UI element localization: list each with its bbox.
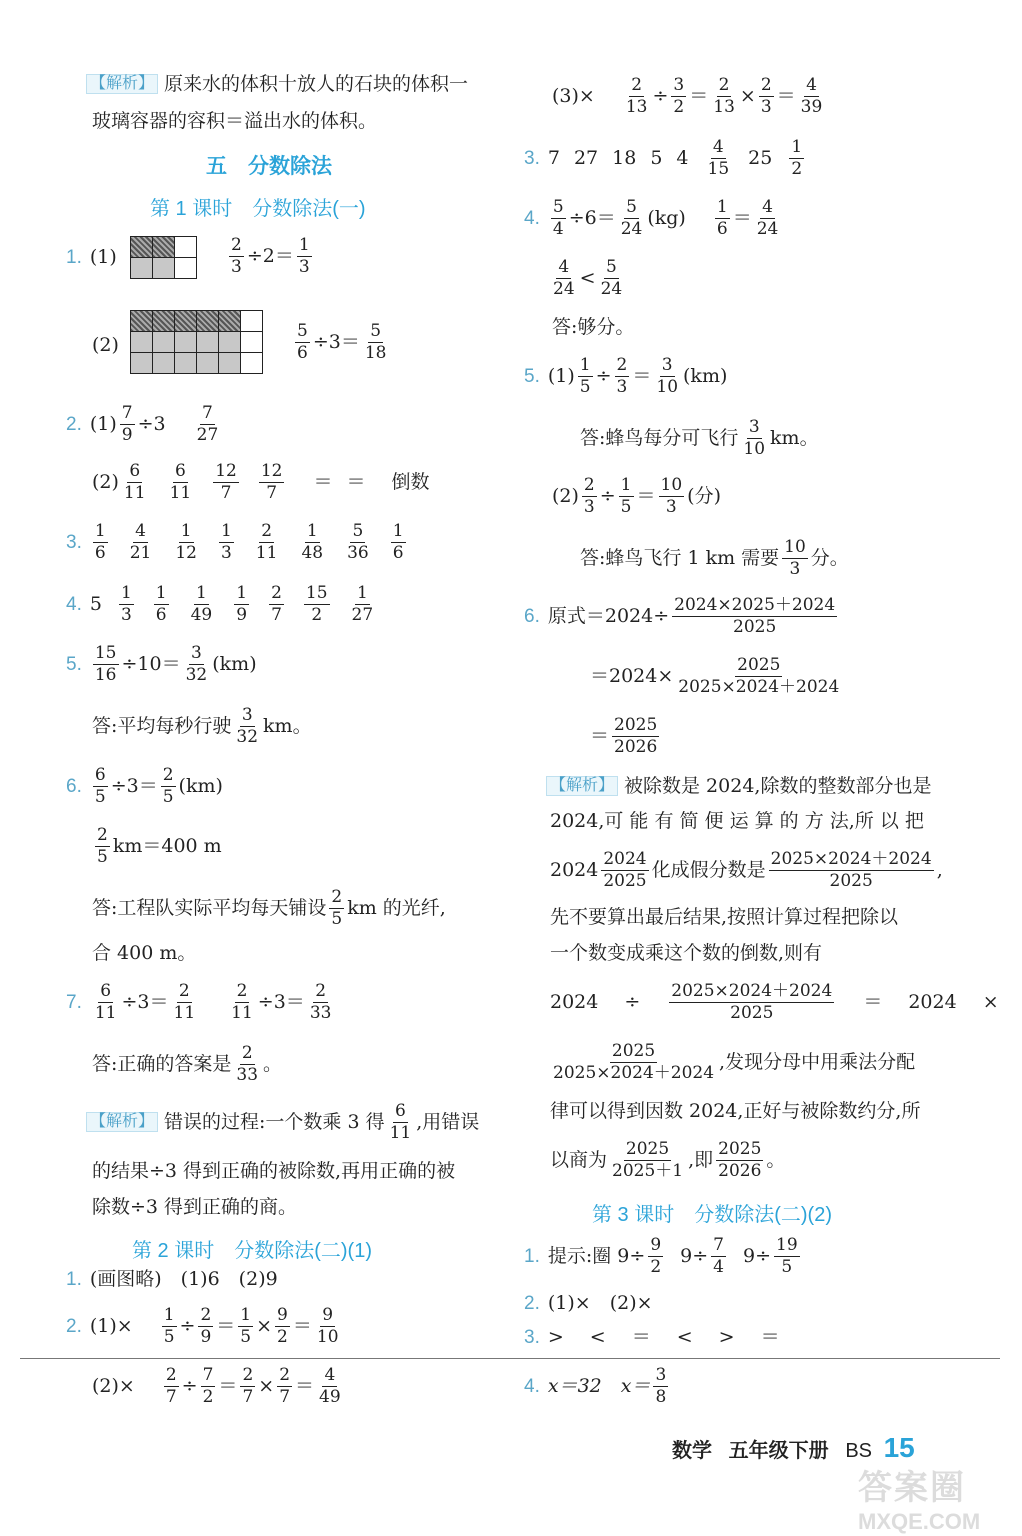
footer-divider	[20, 1358, 1000, 1359]
q1-diagram-1	[130, 236, 197, 279]
r-l3-q1: 1. 提示:圈 9÷ $\frac{9}{2}$ 9÷ $\frac{7}{4}$ 9÷ $\frac{19}{5}$	[524, 1235, 798, 1277]
r-q4-compare: 4 24 < 5 24	[553, 257, 623, 299]
page-number: 15	[883, 1432, 915, 1463]
analysis-tag: 【解析】	[546, 776, 618, 796]
r-q6-line-1: 6. 原式＝2024÷ $\frac{2024\times 2025+2024}{2025}$	[524, 595, 836, 637]
r-q4-answer: 答:够分。	[552, 316, 635, 338]
q7-number: 7.	[66, 991, 82, 1013]
q7-analysis-3: 除数÷3 得到正确的商。	[92, 1196, 298, 1218]
r-q3-row: 3. 7 27 18 5 4 4 15 25 1 2	[524, 137, 803, 179]
footer-grade: 五年级下册	[728, 1440, 829, 1462]
l2-q2-part2: (2)× $\frac{2}{7}$ ÷ $\frac{7}{2}$ ＝ $\frac{2}{7}$ × $\frac{2}{7}$ ＝ 4 49	[92, 1365, 341, 1407]
r-q2-part3: (3)× $\frac{2}{13}$ ÷ $\frac{3}{2}$ ＝ $\frac{2}{13}$ × $\frac{2}{3}$ ＝ 4 39	[552, 75, 823, 117]
analysis-tag: 【解析】	[86, 74, 158, 94]
q7-analysis-1: 【解析】 错误的过程:一个数乘 3 得 6 11 ,用错误	[86, 1102, 479, 1142]
r-q5-answer-1: 答:蜂鸟每分可飞行 3 10 km。	[580, 417, 819, 459]
r-q5-number: 5.	[524, 365, 540, 387]
q7-exprs: 7. $\frac{6}{11}$ ÷3＝ 2 11 $\frac{2}{11}$ ÷3＝ 2 33	[66, 981, 332, 1023]
r-q6-line-2: ＝2024× $\frac{2025}{2025\times 2024+2024}$	[590, 655, 840, 697]
r-q6-analysis-6: 2024 ÷ 2025×2024＋2024 2025 ＝ 2024 ×	[550, 981, 999, 1023]
q1-part1-label: (1)	[89, 246, 117, 268]
r-q6-number: 6.	[524, 605, 540, 627]
lesson-1-title: 第 1 课时 分数除法(一)	[150, 198, 366, 220]
r-q4-exprs: 4. $\frac{5}{4}$ ÷6＝ 5 24 (kg) 1 6 ＝ 4 24	[524, 197, 779, 239]
r-q4-number: 4.	[524, 207, 540, 229]
q2-part2: (2) 6 11 6 11 12 7 12 7 ＝ ＝ 倒数	[92, 461, 430, 503]
r-q6-analysis-7: 2025 2025×2024＋2024 ,发现分母中用乘法分配	[553, 1041, 916, 1083]
q5-number: 5.	[66, 653, 82, 675]
r-q6-analysis-5: 一个数变成乘这个数的倒数,则有	[550, 942, 823, 964]
q6-answer: 答:工程队实际平均每天铺设 2 5 km 的光纤,	[92, 887, 446, 929]
q6-answer-2: 合 400 m。	[92, 942, 197, 964]
r-q6-analysis-8: 律可以得到因数 2024,正好与被除数约分,所	[550, 1100, 921, 1122]
r-q6-analysis-1: 【解析】 被除数是 2024,除数的整数部分也是	[546, 776, 931, 796]
q4-row: 4. 5 1 3 1 6 1 49 1 9 2 7 15 2 1 27	[66, 583, 374, 625]
q1-part1-expr: $\frac{2}{3}$ ÷2＝ 1 3	[231, 235, 310, 277]
l2-q2-part1: 2. (1)× $\frac{1}{5}$ ÷ $\frac{2}{9}$ ＝ $\frac{1}{5}$ × $\frac{9}{2}$ ＝ 9 10	[66, 1305, 339, 1347]
watermark-bottom: MXQE.COM	[858, 1509, 981, 1534]
l2-q1: 1. (画图略) (1)6 (2)9	[66, 1268, 278, 1290]
analysis-tag: 【解析】	[86, 1112, 158, 1132]
r-q6-analysis-2: 2024,可 能 有 简 便 运 算 的 方 法,所 以 把	[550, 810, 924, 832]
q1-diagram-2	[130, 310, 263, 374]
q2-part1: 2. (1) $\frac{7}{9}$ ÷3 7 27	[66, 403, 219, 445]
q6-conversion: 2 5 km＝400 m	[97, 825, 222, 867]
intro-line-1	[86, 74, 468, 94]
r-q6-analysis-3: 2024 2024 2025 化成假分数是 2025×2024＋2024 2025 ,	[550, 849, 943, 891]
lesson-3-title: 第 3 课时 分数除法(二)(2)	[592, 1204, 832, 1226]
q1-number: 1.	[66, 247, 82, 268]
r-q3-number: 3.	[524, 147, 540, 169]
q5-expr: 5. $\frac{15}{16}$ ÷10＝ 3 32 (km)	[66, 643, 257, 685]
q1-part2-label: (2)	[92, 334, 119, 356]
r-q5-answer-2: 答:蜂鸟飞行 1 km 需要 10 3 分。	[580, 537, 849, 579]
q1-label	[66, 248, 117, 267]
q6-number: 6.	[66, 775, 82, 797]
r-q6-line-3: ＝ 2025 2026	[590, 715, 658, 757]
lesson-2-title: 第 2 课时 分数除法(二)(1)	[132, 1240, 372, 1262]
q5-answer: 答:平均每秒行驶 3 32 km。	[92, 705, 312, 747]
section-title: 五 分数除法	[206, 155, 332, 178]
r-l3-q4: 4. x＝32 x＝ 3 8	[524, 1365, 667, 1407]
q6-expr: 6. $\frac{6}{5}$ ÷3＝ 2 5 (km)	[66, 765, 223, 807]
q3-number: 3.	[66, 531, 82, 553]
r-q5-part2: (2) $\frac{2}{3}$ ÷ $\frac{1}{5}$ ＝ 10 3 (分)	[552, 475, 721, 517]
r-q6-analysis-4: 先不要算出最后结果,按照计算过程把除以	[550, 906, 899, 928]
q3-row: 3. 1 6 4 21 1 12 1 3 2 11 1 48 5 36 1 6	[66, 521, 404, 563]
q7-answer: 答:正确的答案是 2 33 。	[92, 1043, 283, 1085]
r-q6-analysis-9: 以商为 2025 2025＋1 ,即 2025 2026 。	[550, 1139, 786, 1181]
watermark-logo	[858, 1460, 1018, 1532]
q1-part2-expr: $\frac{5}{6}$ ÷3＝ 5 18	[297, 321, 387, 363]
intro-text-1: 原来水的体积十放人的石块的体积一	[164, 72, 469, 95]
r-l3-q3: 3. > < ＝ < > ＝	[524, 1326, 780, 1348]
watermark-top: 答案圈	[858, 1469, 966, 1507]
r-q5-part1: 5. (1) $\frac{1}{5}$ ÷ $\frac{2}{3}$ ＝ 3 10 (km)	[524, 355, 728, 397]
r-l3-q2: 2. (1)× (2)×	[524, 1292, 653, 1314]
intro-line-2: 玻璃容器的容积＝溢出水的体积。	[92, 110, 378, 132]
q7-analysis-2: 的结果÷3 得到正确的被除数,再用正确的被	[92, 1160, 456, 1182]
q2-number: 2.	[66, 413, 82, 435]
footer-subject: 数学	[672, 1440, 712, 1462]
footer-edition: BS	[845, 1440, 873, 1462]
q4-number: 4.	[66, 593, 82, 615]
